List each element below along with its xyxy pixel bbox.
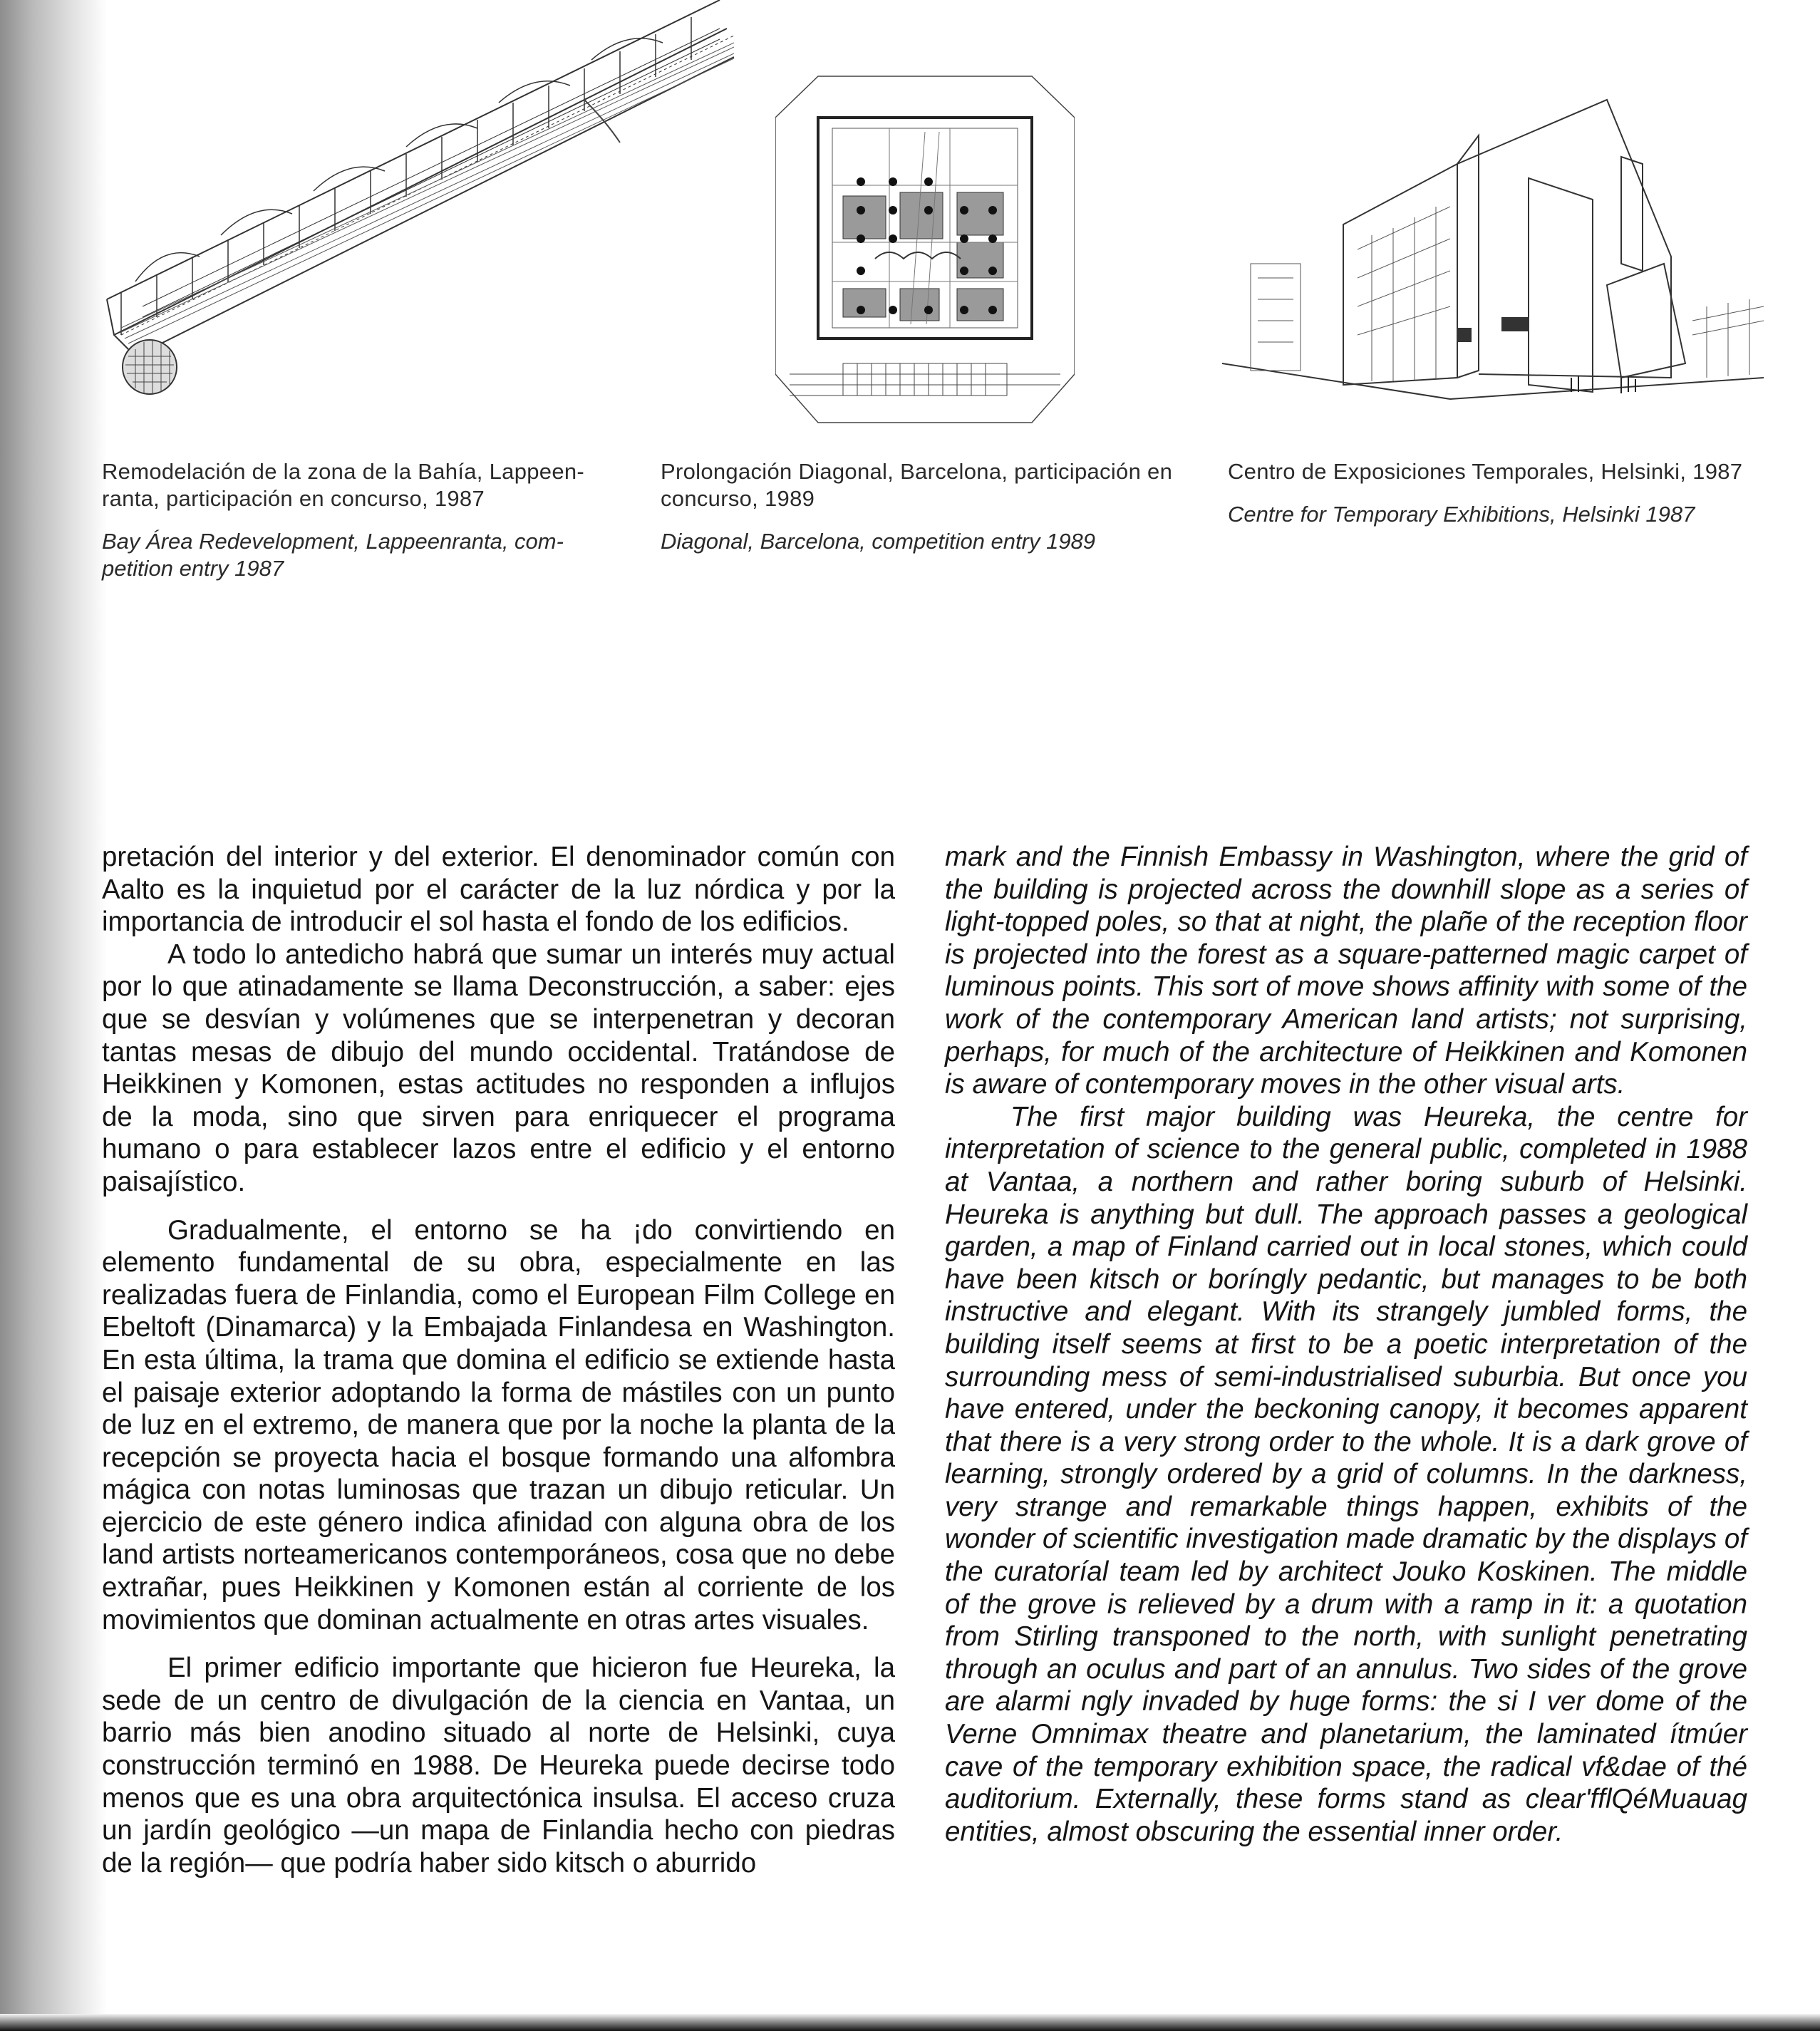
helsinki-exhibition-centre-perspective [1222, 93, 1764, 406]
caption-spanish: Prolongación Diagonal, Barcelona, participación en concurso, 1989 [661, 459, 1173, 511]
paragraph: Gradualmente, el entorno se ha ¡do convirtiendo en elemento fundamental de su obra, especialmente en las realizadas fuera de Finlandia, como el European Film College en Ebeltoft (Dinamarca) y la Embajada Finlandesa en Washington. En esta última, la trama que domina el edificio se extiende hasta el paisaje exterior adoptando la forma de mástiles con un punto de luz en el extremo, de manera que por la noche la planta de la recepción se proyecta hacia el bosque formando una alfombra mágica con notas luminosas que trazan un dibujo reticular. Un ejercicio de este género indica afinidad con alguna obra de los land artists norteamericanos contemporáneos, cosa que no debe extrañar, pues Heikkinen y Komonen están al corriente de los movimientos que dominan actualmente en otras artes visuales. [102, 1214, 895, 1635]
paragraph: A todo lo antedicho habrá que sumar un interés muy actual por lo que atinadamente se llama Deconstrucción, a saber: ejes que se desvían y volúmenes que se interpenetran y decoran tantas mesas de dibujo del mundo occidental. Tratándose de Heikkinen y Komonen, estas actitudes no responden a influjos de la moda, sino que sirven para enriquecer el programa humano o para establecer lazos entre el edificio y el entorno paisajístico. [102, 939, 895, 1197]
paragraph: The first major building was Heureka, the centre for interpretation of science to the general public, completed in 1988 at Vantaa, a northern and rather boring suburb of Helsinki. Heureka is anything but dull. The approach passes a geological garden, a map of Finland carried out in local stones, which could have been kitsch or boríngly pedantic, but manages to be both instructive and elegant. With its strangely jumbled forms, the building itself seems at first to be a poetic interpretation of the surrounding mess of semi-industrialised suburbia. But once you have entered, under the beckoning canopy, it becomes apparent that there is a very strong order to the whole. It is a dark grove of learning, strongly ordered by a grid of columns. In the darkness, very strange and remarkable things happen, exhibits of the wonder of scientific investigation made dramatic by the displays of the curatoríal team led by architect Jouko Koskinen. The middle of the grove is relieved by a drum with a ramp in it: a quotation from Stirling transponed to the north, with sunlight penetrating through an oculus and part of an annulus. Two sides of the grove are alarmi ngly invaded by huge forms: the si I ver dome of the Verne Omnimax theatre and planetarium, the laminated ítmúer cave of the temporary exhibition space, the radical vf&dae of thé auditorium. Externally, these forms stand as clear'fflQéMuauag entities, almost obscuring the essential inner order. [945, 1101, 1747, 1847]
caption-diagonal [661, 458, 1184, 555]
caption-helsinki [1228, 458, 1744, 528]
paragraph: El primer edificio importante que hicieron fue Heureka, la sede de un centro de divulgación de la ciencia en Vantaa, un barrio más bien anodino situado al norte de Helsinki, cuya construcción terminó en 1988. De Heureka puede decirse todo menos que es una obra arquitectónica insulsa. El acceso cruza un jardín geológico —un mapa de Finlandia hecho con piedras de la región— que podría haber sido kitsch o aburrido [102, 1653, 895, 1878]
caption-english: Bay Área Redevelopment, Lappeenranta, com-petition entry 1987 [102, 529, 564, 581]
english-text-column [945, 841, 1747, 1848]
page-binding-shadow [0, 0, 107, 2031]
diagonal-barcelona-plan [775, 75, 1075, 424]
caption-spanish: Remodelación de la zona de la Bahía, Lappeen-ranta, participación en concurso, 1987 [102, 459, 585, 511]
caption-english: Diagonal, Barcelona, competition entry 1989 [661, 529, 1096, 554]
spanish-text-column [102, 841, 895, 1879]
page-bottom-edge [0, 2014, 1820, 2031]
caption-english: Centre for Temporary Exhibitions, Helsinki 1987 [1228, 502, 1695, 527]
caption-spanish: Centro de Exposiciones Temporales, Helsinki, 1987 [1228, 459, 1743, 484]
lappeenranta-bay-drawing [93, 0, 734, 399]
caption-lappeenranta [102, 458, 633, 582]
paragraph: mark and the Finnish Embassy in Washington, where the grid of the building is projected across the downhill slope as a series of light-topped poles, so that at night, the plañe of the reception floor is projected into the forest as a square-patterned magic carpet of luminous points. This sort of move shows affinity with some of the work of the contemporary American land artists; not surprising, perhaps, for much of the architecture of Heikkinen and Komonen is aware of contemporary moves in the other visual arts. [945, 842, 1747, 1100]
paragraph: pretación del interior y del exterior. El denominador común con Aalto es la inquietud por el carácter de la luz nórdica y por la importancia de introducir el sol hasta el fondo de los edificios. [102, 842, 895, 938]
